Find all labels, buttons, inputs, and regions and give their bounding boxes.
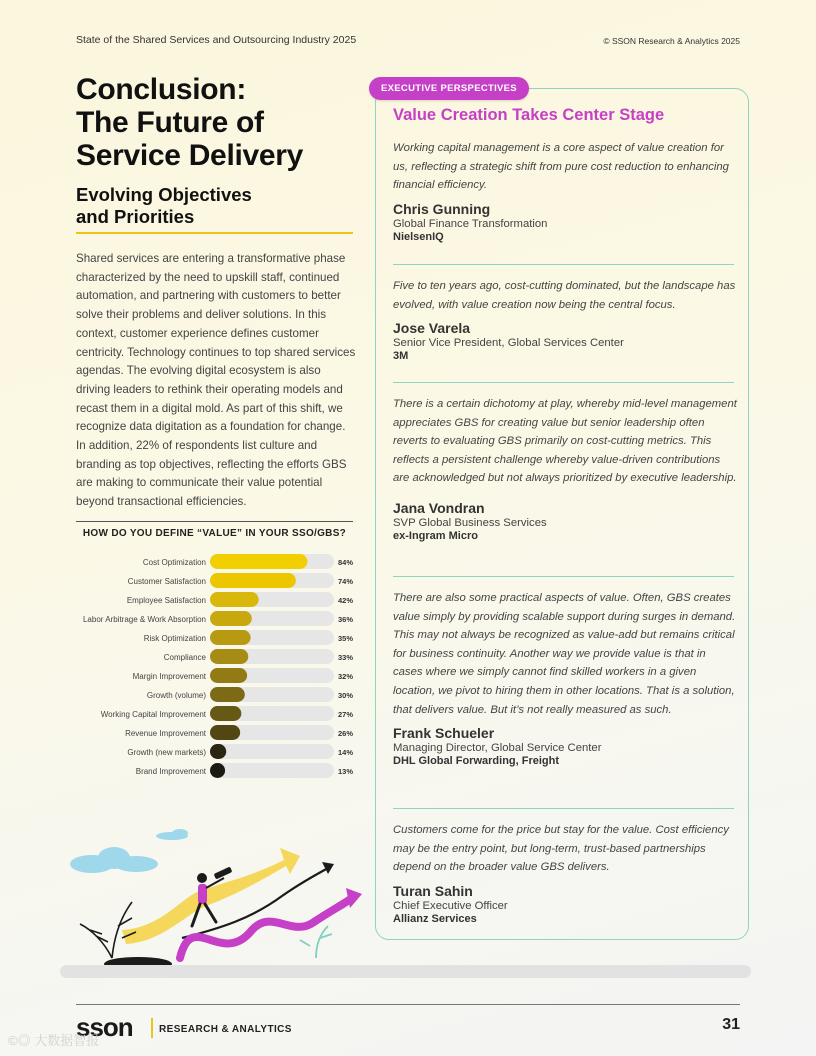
chart-value-label: 32% (338, 672, 354, 681)
ground-bar (60, 965, 751, 978)
quote-author-role: Senior Vice President, Global Services Center (393, 337, 624, 350)
chart-bar (210, 687, 245, 702)
chart-category-label: Employee Satisfaction (126, 596, 206, 605)
quote-author-role: SVP Global Business Services (393, 516, 547, 529)
section-subtitle-line-1: Evolving Objectives (76, 184, 252, 205)
quote-author-name: Frank Schueler (393, 725, 495, 742)
chart-bar-track (210, 744, 334, 759)
black-arrow-head-icon (322, 862, 334, 874)
copyright: © SSON Research & Analytics 2025 (603, 36, 740, 46)
chart-value-label: 33% (338, 653, 354, 662)
page-title (76, 73, 303, 172)
sson-logo: sson (76, 1012, 133, 1042)
chart-value-label: 27% (338, 710, 354, 719)
quote-block (393, 821, 738, 925)
chart-bar-track (210, 763, 334, 778)
chart-bar (210, 630, 251, 645)
quote-text: There is a certain dichotomy at play, whereby mid-level management appreciates GBS for creating value but senior leadership often reverts to evaluating GBS primarily on cost-cutting metrics. This reflects a persistent challenge whereby value-driven contributions are acknowledged but not always prioritized by executive leadership. (393, 398, 737, 485)
chart-value-label: 26% (338, 729, 354, 738)
teal-plant-icon (300, 926, 332, 958)
chart-value-label: 30% (338, 691, 354, 700)
quote-text: There are also some practical aspects of value. Often, GBS creates value simply by providing scalable support during surges in demand. This may not always be recognized as value-add but remains critical for business continuity. Another way we provide value is that in cases where we simply cannot find skilled workers in a given location, we pivot to hiring them in other locations. That is a solution, that delivers value. But it’s not really measured as such. (393, 592, 736, 716)
quote-author-name: Jose Varela (393, 320, 471, 337)
subtitle-divider (76, 232, 353, 234)
chart-title: HOW DO YOU DEFINE “VALUE” IN YOUR SSO/GBS? (82, 528, 347, 539)
quote-author-name: Turan Sahin (393, 882, 473, 899)
quote-divider (393, 264, 734, 265)
cloud-icon (70, 847, 158, 873)
chart-value-label: 35% (338, 634, 354, 643)
page-number: 31 (722, 1016, 740, 1033)
quote-author-name: Jana Vondran (393, 499, 485, 516)
chart-category-label: Risk Optimization (143, 634, 206, 643)
body-paragraph: Shared services are entering a transformative phase characterized by the need to upskill staff, continued automation, and partnering with customers to better solve their problems and deliver solutions. In this context, customer experience defines customer centricity. Technology continues to top shared services agendas. The evolving digital ecosystem is also driving leaders to rethink their operating models and recast them in a digital mold. As part of this shift, we recognize data digitation as a foundation for change. In addition, 22% of respondents list culture and branding as top objectives, reflecting the efforts GBS are making to communicate their value potential beyond transactional efficiencies. (76, 252, 356, 509)
quote-author-org: DHL Global Forwarding, Freight (393, 755, 560, 768)
quote-divider (393, 576, 734, 577)
chart-bar (210, 554, 307, 569)
page-title-line-2: The Future of (76, 106, 264, 139)
chart-value-label: 14% (338, 748, 354, 757)
quote-author-role: Chief Executive Officer (393, 899, 508, 912)
chart-value-label: 13% (338, 767, 354, 776)
chart-bar (210, 725, 240, 740)
executive-perspectives-badge: EXECUTIVE PERSPECTIVES (369, 77, 529, 100)
quote-divider (393, 808, 734, 809)
chart-value-label: 74% (338, 577, 354, 586)
chart-bar (210, 649, 248, 664)
section-subtitle-line-2: and Priorities (76, 206, 195, 227)
chart-bar (210, 611, 252, 626)
quote-author-name: Chris Gunning (393, 200, 491, 217)
chart-category-label: Cost Optimization (142, 558, 206, 567)
chart-bar (210, 592, 259, 607)
watermark: ©◎ 大数据智报 (8, 1033, 100, 1048)
chart-bar (210, 763, 225, 778)
value-definition-bar-chart (60, 550, 360, 780)
quote-author-org: NielsenIQ (393, 230, 444, 243)
chart-category-label: Growth (new markets) (127, 748, 206, 757)
chart-value-label: 36% (338, 615, 354, 624)
quote-block (393, 277, 738, 362)
chart-value-label: 42% (338, 596, 354, 605)
logo-separator (151, 1018, 153, 1038)
chart-category-label: Margin Improvement (132, 672, 206, 681)
page-title-line-3: Service Delivery (76, 139, 304, 172)
chart-bar (210, 706, 241, 721)
page-title-line-1: Conclusion: (76, 73, 247, 106)
quote-author-org: ex-Ingram Micro (393, 529, 478, 542)
logo-tagline: RESEARCH & ANALYTICS (159, 1024, 292, 1035)
chart-category-label: Revenue Improvement (125, 729, 206, 738)
chart-category-label: Brand Improvement (135, 767, 206, 776)
chart-category-label: Customer Satisfaction (127, 577, 206, 586)
chart-category-label: Growth (volume) (146, 691, 206, 700)
quote-author-org: 3M (393, 350, 409, 363)
section-subtitle (76, 184, 252, 228)
quote-divider (393, 382, 734, 383)
quote-block (393, 139, 738, 243)
chart-bar (210, 744, 226, 759)
growth-illustration (52, 818, 372, 968)
chart-bar (210, 668, 247, 683)
quote-block (393, 589, 738, 767)
chart-bar (210, 573, 296, 588)
chart-category-label: Compliance (163, 653, 206, 662)
quote-author-role: Global Finance Transformation (393, 217, 548, 230)
quote-text: Five to ten years ago, cost-cutting dominated, but the landscape has evolved, with value creation now being the central focus. (393, 280, 736, 311)
report-title: State of the Shared Services and Outsourcing Industry 2025 (76, 34, 357, 46)
small-cloud-icon (156, 829, 188, 840)
quote-text: Customers come for the price but stay for the value. Cost efficiency may be the entry point, but long-term, trust-based partnerships depend on the broader value GBS delivers. (393, 824, 729, 874)
chart-divider (76, 521, 353, 522)
panel-heading: Value Creation Takes Center Stage (393, 106, 665, 124)
chart-category-label: Working Capital Improvement (100, 710, 206, 719)
quote-author-role: Managing Director, Global Service Center (393, 742, 602, 755)
quote-block (393, 395, 738, 542)
chart-category-label: Labor Arbitrage & Work Absorption (82, 615, 206, 624)
chart-value-label: 84% (338, 558, 354, 567)
quote-text: Working capital management is a core aspect of value creation for us, reflecting a strategic shift from pure cost reduction to enhancing financial efficiency. (393, 142, 729, 192)
footer-divider (76, 1004, 740, 1005)
quote-author-org: Allianz Services (393, 912, 477, 925)
